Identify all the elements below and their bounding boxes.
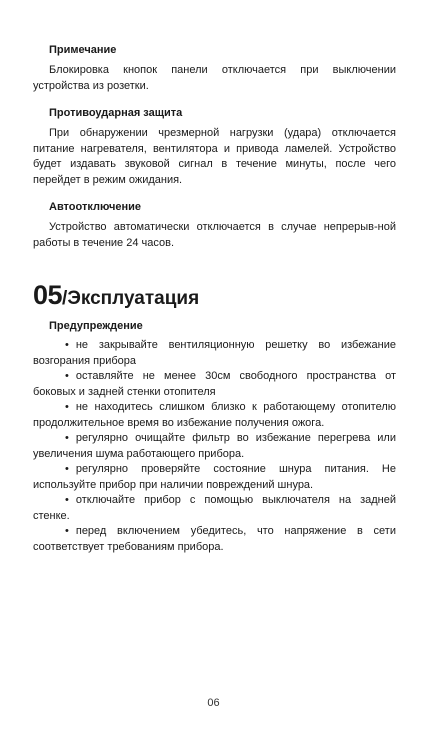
shock-protection-heading: Противоударная защита bbox=[49, 107, 183, 119]
note-heading: Примечание bbox=[49, 44, 117, 56]
auto-off-text: Устройство автоматически отключается в случае непрерыв-ной работы в течение 24 часов. bbox=[33, 221, 396, 249]
warning-heading: Предупреждение bbox=[49, 320, 143, 332]
warning-list bbox=[33, 338, 396, 555]
page-number: 06 bbox=[207, 697, 220, 709]
section-title bbox=[33, 282, 199, 309]
list-item: • регулярно проверяйте состояние шнура питания. Не используйте прибор при наличии повреждений шнура. bbox=[33, 463, 396, 491]
warning-block bbox=[33, 319, 396, 339]
section-name: /Эксплуатация bbox=[62, 288, 200, 309]
shock-protection-block bbox=[33, 106, 396, 188]
list-item: • перед включением убедитесь, что напряжение в сети соответствует требованиям прибора. bbox=[33, 525, 396, 553]
section-number: 05 bbox=[33, 280, 63, 310]
bullet-icon: • bbox=[65, 401, 69, 413]
bullet-icon: • bbox=[65, 339, 69, 351]
bullet-icon: • bbox=[65, 494, 69, 506]
bullet-icon: • bbox=[65, 432, 69, 444]
list-item: • не находитесь слишком близко к работающему отопителю продолжительное время во избежание получения ожога. bbox=[33, 401, 396, 429]
auto-off-heading: Автоотключение bbox=[49, 201, 141, 213]
bullet-icon: • bbox=[65, 370, 69, 382]
list-item: • регулярно очищайте фильтр во избежание перегрева или увеличения шума работающего прибора. bbox=[33, 432, 396, 460]
list-item: • не закрывайте вентиляционную решетку во избежание возгорания прибора bbox=[33, 339, 396, 367]
bullet-icon: • bbox=[65, 463, 69, 475]
list-item: • оставляйте не менее 30см свободного пространства от боковых и задней стенки отопителя bbox=[33, 370, 396, 398]
list-item: • отключайте прибор с помощью выключателя на задней стенке. bbox=[33, 494, 396, 522]
auto-off-block bbox=[33, 200, 396, 251]
bullet-icon: • bbox=[65, 525, 69, 537]
note-text: Блокировка кнопок панели отключается при выключении устройства из розетки. bbox=[33, 64, 396, 92]
note-block bbox=[33, 43, 396, 94]
shock-protection-text: При обнаружении чрезмерной нагрузки (удара) отключается питание нагревателя, вентилятора и привода ламелей. Устройство будет издавать звуковой сигнал в течение минуты, после чего перейдет в режим ожидания. bbox=[33, 127, 396, 186]
